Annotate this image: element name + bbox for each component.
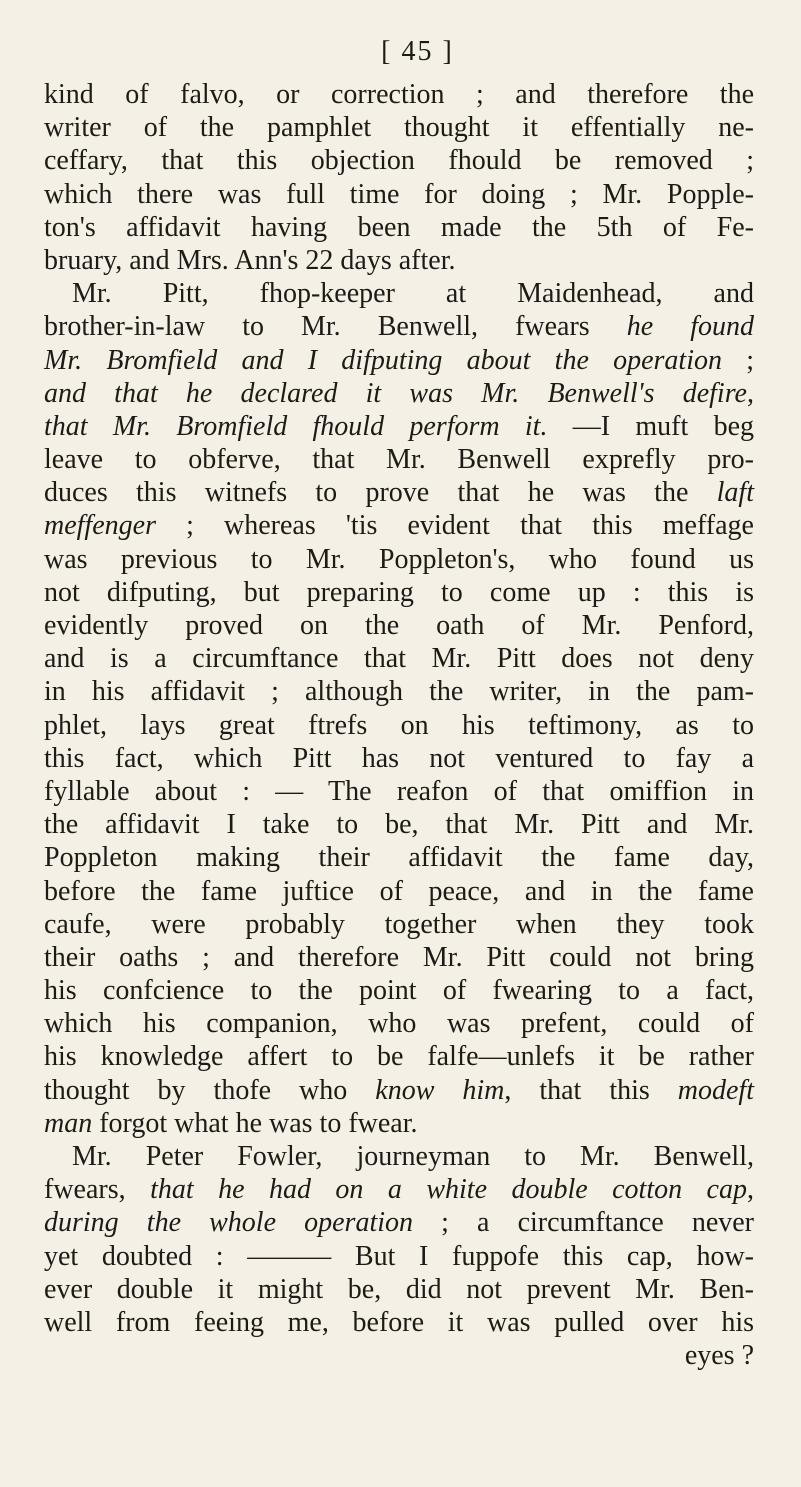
text-segment: the affidavit I take to be, that Mr. Pitt and Mr. bbox=[44, 809, 754, 841]
text-segment: fwears, bbox=[44, 1174, 151, 1206]
text-segment: ; bbox=[722, 344, 755, 376]
text-line bbox=[44, 1240, 754, 1273]
text-segment: ; a circumftance never bbox=[413, 1207, 755, 1239]
text-line bbox=[44, 1206, 754, 1239]
text-line bbox=[44, 841, 754, 874]
text-segment: his confcience to the point of fwearing to a fact, bbox=[44, 975, 754, 1007]
italic-text: during the whole operation bbox=[44, 1207, 414, 1239]
text-line bbox=[44, 609, 754, 642]
text-segment: not difputing, but preparing to come up : this is bbox=[44, 576, 754, 608]
text-segment: ever double it might be, did not prevent Mr. Ben- bbox=[44, 1273, 754, 1305]
body-text bbox=[44, 78, 754, 1372]
text-line bbox=[44, 742, 754, 775]
italic-text: he found bbox=[626, 311, 754, 343]
text-line bbox=[44, 709, 754, 742]
text-line bbox=[44, 675, 754, 708]
text-segment: Poppleton making their affidavit the fame day, bbox=[44, 842, 754, 874]
italic-text: meffenger bbox=[44, 510, 156, 542]
text-line bbox=[44, 941, 754, 974]
text-segment: ; whereas 'tis evident that this meffage bbox=[155, 510, 754, 542]
text-line bbox=[44, 974, 754, 1007]
italic-text: that Mr. Bromfield fhould perform it. bbox=[44, 410, 548, 442]
text-line bbox=[44, 1140, 754, 1173]
text-segment: duces this witnefs to prove that he was the bbox=[44, 477, 717, 509]
text-segment: , bbox=[747, 1174, 754, 1206]
text-line bbox=[44, 1074, 754, 1107]
text-segment: , bbox=[747, 377, 754, 409]
text-segment: writer of the pamphlet thought it effentially ne- bbox=[44, 112, 754, 144]
text-line bbox=[44, 1173, 754, 1206]
text-segment: leave to obferve, that Mr. Benwell exprefly pro- bbox=[44, 444, 754, 476]
text-segment: this fact, which Pitt has not ventured to fay a bbox=[44, 742, 754, 774]
text-line bbox=[44, 476, 754, 509]
text-segment: , that this bbox=[504, 1074, 678, 1106]
italic-text: know him bbox=[375, 1074, 505, 1106]
text-segment: ton's affidavit having been made the 5th of Fe- bbox=[44, 211, 754, 243]
text-segment: and is a circumftance that Mr. Pitt does not deny bbox=[44, 643, 754, 675]
text-segment: which there was full time for doing ; Mr. Popple- bbox=[44, 178, 754, 210]
text-line bbox=[44, 775, 754, 808]
text-segment: in his affidavit ; although the writer, in the pam- bbox=[44, 676, 754, 708]
italic-text: man bbox=[44, 1107, 93, 1139]
text-segment: which his companion, who was prefent, could of bbox=[44, 1008, 754, 1040]
text-segment: was previous to Mr. Poppleton's, who found us bbox=[44, 543, 754, 575]
text-segment: thought by thofe who bbox=[44, 1074, 376, 1106]
text-line bbox=[44, 244, 754, 277]
text-line bbox=[44, 78, 754, 111]
text-segment: —I muft beg bbox=[547, 410, 754, 442]
text-line bbox=[44, 144, 754, 177]
page-number: [ 45 ] bbox=[381, 36, 454, 67]
text-line bbox=[44, 1339, 754, 1372]
text-segment: evidently proved on the oath of Mr. Penford, bbox=[44, 610, 754, 641]
text-segment: kind of falvo, or correction ; and therefore the bbox=[44, 79, 754, 110]
text-line bbox=[44, 1007, 754, 1040]
text-line bbox=[44, 211, 754, 244]
text-line bbox=[44, 1306, 754, 1339]
text-line bbox=[44, 908, 754, 941]
text-line bbox=[44, 808, 754, 841]
text-segment: yet doubted : ——— But I fuppofe this cap, how- bbox=[44, 1240, 754, 1272]
text-line bbox=[44, 543, 754, 576]
text-line bbox=[44, 377, 754, 410]
text-line bbox=[44, 443, 754, 476]
text-segment: his knowledge affert to be falfe—unlefs it be rather bbox=[44, 1041, 754, 1073]
text-segment: well from feeing me, before it was pulled over his bbox=[44, 1306, 754, 1338]
text-line bbox=[44, 410, 754, 443]
text-line bbox=[44, 310, 754, 343]
text-segment: forgot what he was to fwear. bbox=[92, 1107, 418, 1139]
italic-text: and that he declared it was Mr. Benwell's defire bbox=[44, 377, 747, 409]
text-line bbox=[44, 111, 754, 144]
text-segment: their oaths ; and therefore Mr. Pitt could not bring bbox=[44, 941, 754, 973]
text-segment: ceffary, that this objection fhould be removed ; bbox=[44, 145, 754, 177]
italic-text: that he had on a white double cotton cap bbox=[150, 1174, 747, 1206]
text-line bbox=[44, 1107, 754, 1140]
text-line bbox=[44, 875, 754, 908]
text-line bbox=[44, 1273, 754, 1306]
text-line bbox=[44, 509, 754, 542]
text-segment: caufe, were probably together when they took bbox=[44, 908, 754, 940]
text-line bbox=[44, 1040, 754, 1073]
text-line bbox=[44, 642, 754, 675]
text-segment: fyllable about : — The reafon of that omiffion in bbox=[44, 775, 754, 807]
text-segment: phlet, lays great ftrefs on his teftimony, as to bbox=[44, 709, 754, 741]
text-line bbox=[44, 277, 754, 310]
text-line bbox=[44, 576, 754, 609]
text-segment: Mr. Pitt, fhop-keeper at Maidenhead, and bbox=[72, 278, 754, 310]
text-segment: brother-in-law to Mr. Benwell, fwears bbox=[44, 311, 627, 343]
italic-text: Mr. Bromfield and I difputing about the operation bbox=[44, 344, 722, 376]
italic-text: laft bbox=[716, 477, 754, 509]
text-segment: bruary, and Mrs. Ann's 22 days after. bbox=[44, 244, 456, 276]
text-line bbox=[44, 344, 754, 377]
text-line bbox=[44, 178, 754, 211]
italic-text: modeft bbox=[677, 1074, 754, 1106]
text-segment: eyes ? bbox=[684, 1340, 754, 1372]
text-segment: Mr. Peter Fowler, journeyman to Mr. Benwell, bbox=[72, 1141, 754, 1172]
text-segment: before the fame juftice of peace, and in the fame bbox=[44, 875, 754, 907]
